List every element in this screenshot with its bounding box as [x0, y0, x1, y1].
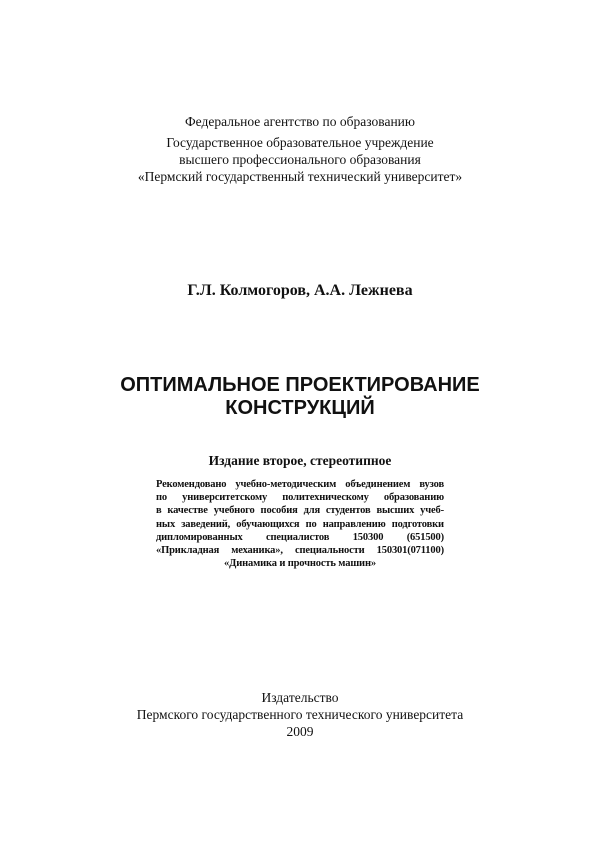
title-line-2: КОНСТРУКЦИЙ: [225, 397, 375, 419]
recommendation-line: ных заведений, обучающихся по направлению подготовки: [156, 518, 444, 530]
recommendation-line-last: «Динамика и прочность машин»: [224, 558, 376, 570]
institution-name: [0, 134, 600, 185]
publisher-info: [0, 689, 600, 740]
book-title: [0, 374, 600, 420]
title-line-1: ОПТИМАЛЬНОЕ ПРОЕКТИРОВАНИЕ: [120, 374, 480, 396]
recommendation-line: дипломированных специалистов 150300 (651500): [156, 531, 444, 543]
recommendation-line: в качестве учебного пособия для студентов высших учеб-: [156, 505, 444, 517]
institution-line-1: Государственное образовательное учреждение: [166, 135, 434, 150]
recommendation-line: Рекомендовано учебно-методическим объединением вузов: [156, 479, 444, 490]
recommendation-text: [156, 478, 444, 570]
agency-name: [0, 112, 600, 132]
authors: [0, 281, 600, 301]
edition-note: [0, 452, 600, 470]
authors-line: Г.Л. Колмогоров, А.А. Лежнева: [187, 282, 413, 299]
agency-line: Федеральное агентство по образованию: [185, 114, 415, 129]
publication-year: 2009: [286, 724, 314, 739]
recommendation-line: «Прикладная механика», специальности 150301(071100): [156, 545, 444, 557]
edition-line: Издание второе, стереотипное: [208, 453, 392, 468]
institution-line-2: высшего профессионального образования: [179, 152, 421, 167]
recommendation-line: по университетскому политехническому образованию: [156, 492, 444, 504]
institution-line-3: «Пермский государственный технический университет»: [137, 169, 463, 184]
publisher-label: Издательство: [261, 690, 339, 705]
publisher-name: Пермского государственного технического университета: [136, 707, 464, 722]
